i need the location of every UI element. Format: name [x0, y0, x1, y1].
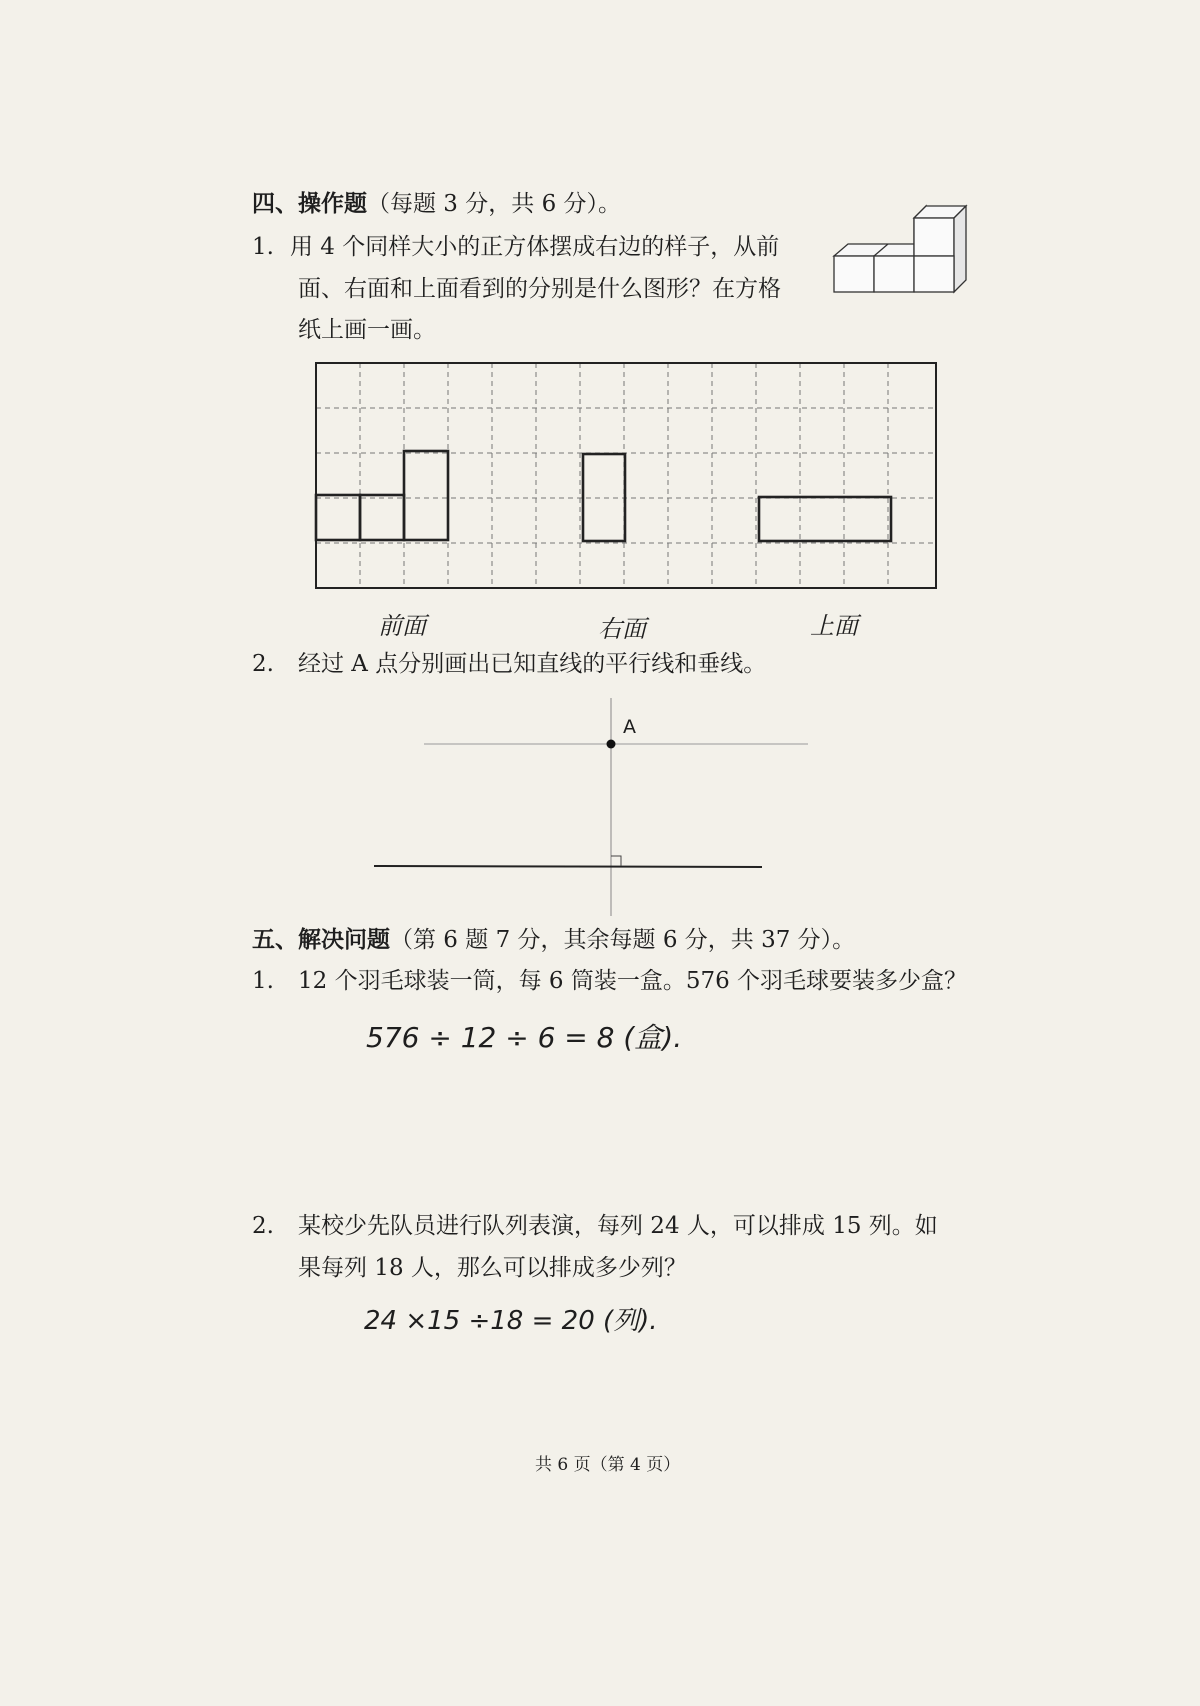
s5-q2-line-2: 果每列 18 人，那么可以排成多少列？ — [298, 1255, 687, 1281]
section-4-title: 四、操作题 — [252, 190, 367, 217]
grid-paper — [316, 363, 936, 588]
line-figure — [370, 690, 810, 920]
section-5-note: （第 6 题 7 分，其余每题 6 分，共 37 分）。 — [390, 927, 856, 953]
s5-q1-number: 1. — [252, 968, 274, 994]
q1-number: 1. — [252, 234, 274, 260]
q1-line-1: 用 4 个同样大小的正方体摆成右边的样子，从前 — [290, 234, 780, 260]
s5-q2-line-1: 某校少先队员进行队列表演，每列 24 人，可以排成 15 列。如 — [298, 1213, 938, 1239]
s5-q2-number: 2. — [252, 1213, 274, 1239]
section-4-note: （每题 3 分，共 6 分）。 — [367, 191, 622, 217]
cube-figure — [834, 218, 968, 314]
top-view-drawing — [759, 497, 891, 541]
section-5-title: 五、解决问题 — [252, 926, 390, 953]
s5-q1-answer: 576 ÷ 12 ÷ 6 = 8 (盒). — [366, 1021, 683, 1054]
q2-text: 经过 A 点分别画出已知直线的平行线和垂线。 — [298, 651, 767, 677]
section-5-heading — [252, 926, 855, 955]
q1-line-3: 纸上画一画。 — [298, 317, 436, 343]
point-a-label: A — [623, 716, 636, 738]
front-view-drawing — [316, 451, 448, 540]
section-4-heading — [252, 190, 621, 219]
q1-line-2: 面、右面和上面看到的分别是什么图形？在方格 — [298, 276, 781, 302]
front-view-label: 前面 — [378, 612, 426, 640]
s5-q1-text: 12 个羽毛球装一筒，每 6 筒装一盒。576 个羽毛球要装多少盒？ — [298, 968, 968, 994]
top-view-label: 上面 — [810, 612, 858, 640]
page-footer: 共 6 页（第 4 页） — [535, 1455, 681, 1475]
q2-number: 2. — [252, 651, 274, 677]
right-view-label: 右面 — [598, 615, 646, 643]
s5-q2-answer: 24 ×15 ÷18 = 20 (列). — [364, 1306, 658, 1336]
